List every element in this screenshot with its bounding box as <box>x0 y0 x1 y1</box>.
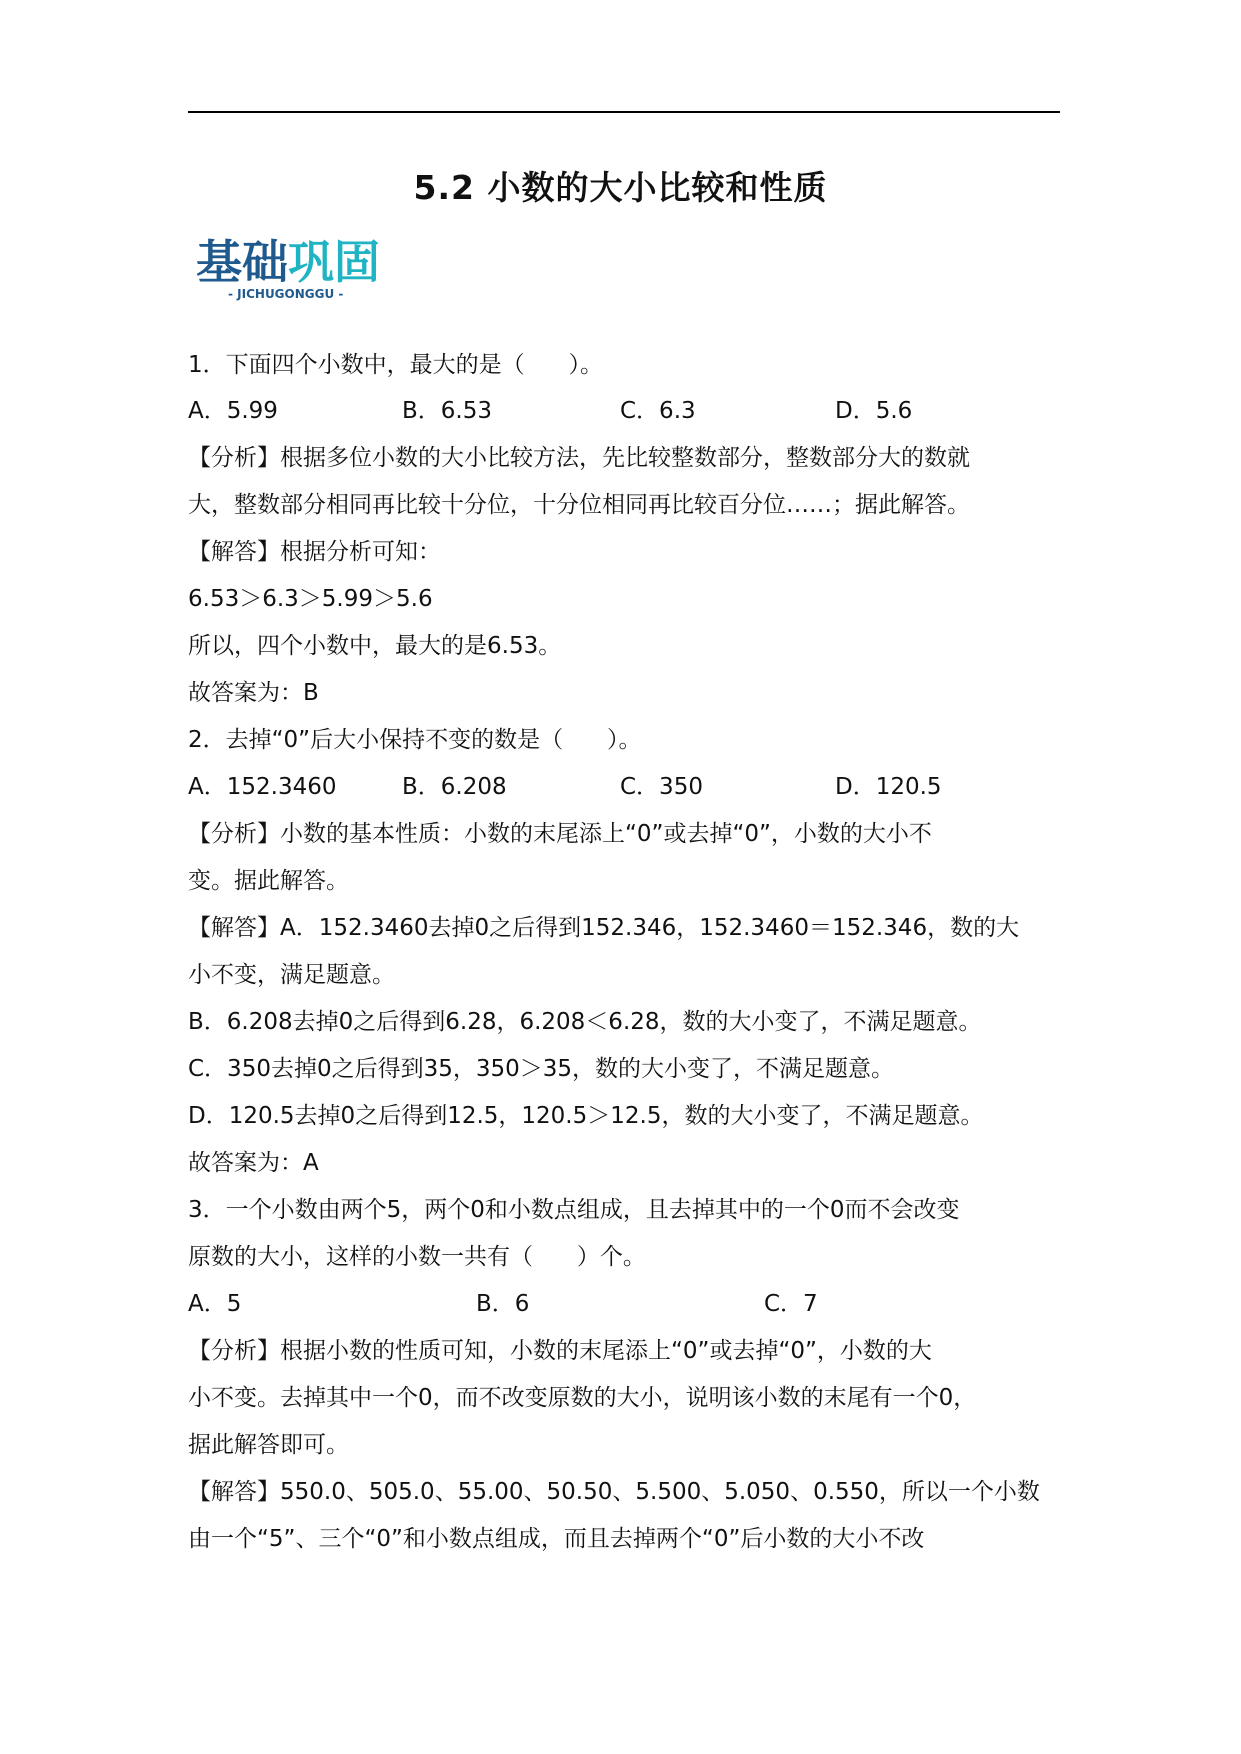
svg-text:基础巩固 <box>196 235 380 289</box>
q2-answer-line-3: B．6.208去掉0之后得到6.28，6.208＜6.28，数的大小变了，不满足题意。 <box>188 1009 982 1035</box>
q1-analysis-line-2: 大，整数部分相同再比较十分位，十分位相同再比较百分位……；据此解答。 <box>188 492 970 518</box>
q2-option-a: A．152.3460 <box>188 774 337 800</box>
q3-option-a: A．5 <box>188 1291 242 1317</box>
q3-option-c: C．7 <box>764 1291 818 1317</box>
section-logo <box>196 232 416 304</box>
q3-analysis-line-1: 【分析】根据小数的性质可知，小数的末尾添上“0”或去掉“0”，小数的大 <box>188 1338 932 1364</box>
q1-answer-line-2: 6.53＞6.3＞5.99＞5.6 <box>188 586 433 612</box>
logo-char-2: 础 <box>242 235 288 289</box>
header-rule <box>188 111 1060 113</box>
q1-final-answer: 故答案为：B <box>188 680 319 706</box>
logo-char-3: 巩 <box>288 235 334 289</box>
q3-analysis-line-3: 据此解答即可。 <box>188 1432 349 1458</box>
q1-analysis-line-1: 【分析】根据多位小数的大小比较方法，先比较整数部分，整数部分大的数就 <box>188 445 970 471</box>
q2-answer-line-1: 【解答】A．152.3460去掉0之后得到152.346，152.3460＝152.346，数的大 <box>188 915 1020 941</box>
q3-option-b: B．6 <box>476 1291 530 1317</box>
logo-subtitle: - JICHUGONGGU - <box>228 287 344 301</box>
q3-answer-line-1: 【解答】550.0、505.0、55.00、50.50、5.500、5.050、0.550，所以一个小数 <box>188 1479 1040 1505</box>
q2-stem: 2．去掉“0”后大小保持不变的数是（ ）。 <box>188 727 642 753</box>
q1-option-c: C．6.3 <box>620 398 696 424</box>
q2-analysis-line-2: 变。据此解答。 <box>188 868 349 894</box>
q1-option-a: A．5.99 <box>188 398 278 424</box>
q3-stem-line-2: 原数的大小，这样的小数一共有（ ）个。 <box>188 1244 646 1270</box>
q2-option-b: B．6.208 <box>402 774 507 800</box>
q3-answer-line-2: 由一个“5”、三个“0”和小数点组成，而且去掉两个“0”后小数的大小不改 <box>188 1526 925 1552</box>
q2-answer-line-5: D．120.5去掉0之后得到12.5，120.5＞12.5，数的大小变了，不满足题意。 <box>188 1103 984 1129</box>
q1-stem: 1．下面四个小数中，最大的是（ ）。 <box>188 352 603 378</box>
q2-option-d: D．120.5 <box>835 774 942 800</box>
q2-answer-line-4: C．350去掉0之后得到35，350＞35，数的大小变了，不满足题意。 <box>188 1056 895 1082</box>
q1-option-b: B．6.53 <box>402 398 492 424</box>
q2-analysis-line-1: 【分析】小数的基本性质：小数的末尾添上“0”或去掉“0”，小数的大小不 <box>188 821 932 847</box>
page-title: 5.2 小数的大小比较和性质 <box>413 168 828 207</box>
q3-stem-line-1: 3．一个小数由两个5，两个0和小数点组成，且去掉其中的一个0而不会改变 <box>188 1197 960 1223</box>
q1-answer-line-3: 所以，四个小数中，最大的是6.53。 <box>188 633 562 659</box>
q2-option-c: C．350 <box>620 774 703 800</box>
q1-option-d: D．5.6 <box>835 398 913 424</box>
q2-answer-line-2: 小不变，满足题意。 <box>188 962 395 988</box>
q2-final-answer: 故答案为：A <box>188 1150 319 1176</box>
logo-char-1: 基 <box>196 235 242 289</box>
logo-char-4: 固 <box>334 235 380 289</box>
q3-analysis-line-2: 小不变。去掉其中一个0，而不改变原数的大小，说明该小数的末尾有一个0， <box>188 1385 977 1411</box>
q1-answer-line-1: 【解答】根据分析可知： <box>188 539 441 565</box>
